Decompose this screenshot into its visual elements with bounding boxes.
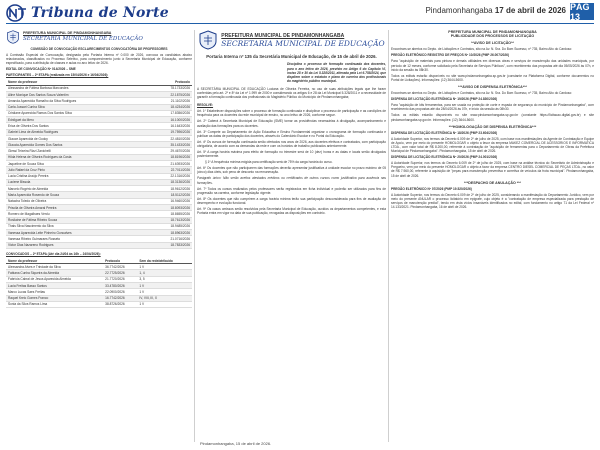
municipal-seal-icon <box>6 30 20 44</box>
paragraph: A Comissão Especial de Convocação, designada pela Portaria Interna nº 0.000 de 2026, convoca os candidatos abaixo relacionados, classificados no Processo Seletivo, para comparecimento junto à Secretaria Municipal de Educação, conforme especificado, para a atribuição de classes e aulas no ano letivo de 2026. <box>6 53 192 66</box>
table-cell: Raquel Kreic Gomes Franco <box>6 295 103 301</box>
table-cell: 22.7725/2026 <box>103 270 137 276</box>
column-convocacao <box>6 30 192 444</box>
table-header: Protocolo <box>103 258 137 264</box>
table-cell: 36.7742/2026 <box>103 264 137 270</box>
table-cell: 22.1316/2026 <box>146 173 192 179</box>
table-cell: 1 V <box>137 289 192 295</box>
article: Art. 1º Estabelecer disposições sobre o processo de formação continuada e disciplinar o processo de participação e as condições de frequência para os docentes da rede municipal de ensino, no ano letivo de 2026, conforme segue. <box>197 109 386 118</box>
header-divider <box>6 23 594 24</box>
table-cell: 29.4670/2026 <box>146 148 192 154</box>
table-cell: 1 V <box>137 283 192 289</box>
table-cell: 18.4234/2026 <box>146 104 192 110</box>
table-header: Nome do professor <box>6 258 103 264</box>
table-cell: Amanda Aparecida Ramalho da Silva Rodrigues <box>6 98 146 104</box>
table-cell: Sonia da Silva Ramos Lima <box>6 301 103 307</box>
paragraph: Encontram-se abertos no Depto. de Licitações e Contratos, sito na Av. N. Sra. Do Bom Sucesso, nº 735, Bairro Alto do Cardoso: <box>391 91 573 96</box>
table-cell: 18.9612/2026 <box>146 186 192 192</box>
table-cell: 22.0900/2026 <box>103 289 137 295</box>
portaria-title: Portaria Interna nº 135 da Secretária Municipal de Educação, de 15 de abril de 2026. <box>206 54 377 59</box>
subheading: PARTICIPANTES – 2ª ETAPA (realizada em 15/04/2026 e 16/04/2026): <box>6 73 109 78</box>
article: Art. 7º Todos os cursos realizados pelos professores serão registrados em ficha individual e poderão ser utilizados para fins de progressão na carreira, conforme legislação vigente. <box>197 186 386 195</box>
table-cell: 22.4810/2026 <box>146 135 192 141</box>
paragraph: Todos os editais estarão disponíveis no site www.pindamonhangaba.sp.gov.br (constante na Plataforma Digital, conforme documentos no Portal de Licitações). Informações: (12) 3644-5600. <box>391 73 594 82</box>
edital-title: EDITAL DE CONVOCAÇÃO Nº 014/2026 – SME <box>6 67 76 72</box>
dateline-city: Pindamonhangaba <box>425 6 493 15</box>
table-cell: 18.3136/2026 <box>146 179 192 185</box>
table-cell: 22.7011/2026 <box>146 167 192 173</box>
table-cell: Fabiana Cunha Siqueira da Almeida <box>6 270 103 276</box>
table-cell: Romero de Magalhaes Verdu <box>6 211 146 217</box>
article: Art. 2º Caberá à Secretaria Municipal de Educação (SME) tomar as providências necessárias à divulgação, acompanhamento e avaliação das formações para os docentes. <box>197 119 386 128</box>
table-cell: Glauce Aparecida de Godoy <box>6 135 146 141</box>
table-cell: Victor Dias Nazareno Rodrigues <box>6 242 146 248</box>
column-licitacoes <box>391 30 594 444</box>
table-cell: 19.7596/2026 <box>146 129 192 135</box>
notice-title: ***DESPACHO DE ANULAÇÃO *** <box>464 180 521 185</box>
table-cell: 18.5112/2026 <box>146 192 192 198</box>
seal-title: PREFEITURA MUNICIPAL DE PINDAMONHANGABA <box>23 31 112 36</box>
table-cell: 21.6393/2026 <box>146 161 192 167</box>
table-cell: Glaucia Aparecida Gomes Dos Santos <box>6 142 146 148</box>
table-cell: 16.1000/2026 <box>146 117 192 123</box>
article: Art. 8º Os docentes que não cumprirem a carga horária mínima terão sua participação desconsiderada para fins de avaliação de desempenho e evolução funcional. <box>197 196 386 205</box>
secretaria-seal <box>6 30 192 44</box>
newspaper-brand[interactable] <box>6 4 169 22</box>
dateline-date: 17 de abril de 2026 <box>494 6 566 15</box>
table-cell: Marco Lucas Saes Freitas <box>6 289 103 295</box>
table-cell: Rosilaine de Fátima Ribeiro Souza <box>6 217 146 223</box>
table-cell: 22.1875/2026 <box>146 91 192 97</box>
seal-title: PREFEITURA MUNICIPAL DE PINDAMONHANGABA <box>221 32 345 39</box>
table-cell: 1, 4 <box>137 270 192 276</box>
article: Art. 6º Os docentes que não participarem das formações deverão apresentar justificativa à unidade escolar no prazo máximo de 05 (cinco) dias úteis, sob pena de desconto na remuneração. <box>197 166 386 175</box>
table-cell: Carla Jussari Cunha Silva <box>6 104 146 110</box>
table-cell: 1 V <box>137 264 192 270</box>
table-cell: Fabrícia Cabral de Jesus Aparecida Almeida <box>6 276 103 282</box>
section-heading: PREFEITURA MUNICIPAL DE PINDAMONHANGABA <box>448 30 537 34</box>
paragraph-clause: Parágrafo único: Não serão aceitos atestados médicos ou certificados de outros cursos como justificativa para ausência nas formações. <box>197 176 386 185</box>
table-cell: Cristiane Aparecida Ramos Dos Santos Silva <box>6 110 146 116</box>
column-divider <box>194 30 195 442</box>
article: Art. 3º Compete ao Departamento de Ação Educativa e Ensino Fundamental organizar o cronograma de formação continuada e publicar as datas de participação dos docentes, através do Calendário Escolar e no Portal da Educação. <box>197 129 386 138</box>
table-header: Nome do professor <box>6 80 146 86</box>
table-cell: Julio Rafael da Cruz Pinto <box>6 167 146 173</box>
table-cell: 38.8726/2026 <box>103 301 137 307</box>
table-cell: 78.1733/2026 <box>146 85 192 91</box>
dateline <box>425 6 566 15</box>
notice-subtitle: PREGÃO ELETRÔNICO REGISTRO DE PREÇOS Nº 10/2026 (PMP 26.007/2026) <box>391 53 510 58</box>
table-cell: Jaqueline de Souza Silva <box>6 161 146 167</box>
table-cell: Marcelo Rogério de Almeida <box>6 186 146 192</box>
table-cell: 18.7833/2026 <box>146 242 192 248</box>
table-cell: 18.8963/2026 <box>146 230 192 236</box>
page-header <box>0 0 600 24</box>
table-cell: 16.7742/2026 <box>103 295 137 301</box>
table-cell: Alessandra de Fátima Barbosa Marcondes <box>6 85 146 91</box>
newspaper-name: Tribuna de Norte <box>31 5 169 21</box>
table-cell: Lucia Cristina Araújo Pereira <box>6 173 146 179</box>
table-cell: 16.1643/2026 <box>146 123 192 129</box>
table-cell: IV, VIII, III, X <box>137 295 192 301</box>
section-heading: PUBLICIDADE DOS PROCESSOS DE LICITAÇÃO <box>450 34 535 39</box>
table-header: Sem da rede/atribuído <box>137 258 192 264</box>
table-cell: Ednilguet da Mero <box>6 117 146 123</box>
section-heading: COMISSÃO DE CONVOCAÇÃO ESCLARECIMENTOS CONVOCATÓRIA DE PROFESSORES <box>30 47 168 51</box>
paragraph: A SECRETÁRIA MUNICIPAL DE EDUCAÇÃO Luciana de Oliveira Ferreira, no uso de suas atribuições legais que lhe foram conferidas pelo art. 2º e 8º da Lei nº 1.999 de 2000 e considerando os artigos 6 e 28 da Lei Municipal 5.328/2011 e a necessidade de garantir a formação continuada dos profissionais do Magistério Público do Município de Pindamonhangaba; <box>197 86 386 100</box>
table-cell: Glessi Teixeira Rizzi Zanichelli <box>6 148 146 154</box>
table-cell: 16.9460/2026 <box>146 198 192 204</box>
table-cell: Erica de Oliveira Dos Santos <box>6 123 146 129</box>
notice-subtitle: DISPENSA DE LICITAÇÃO ELETRÔNICA Nº 18/2026 (PMP 23.604/2026) <box>391 130 498 135</box>
table-cell: 18.9485/2026 <box>146 223 192 229</box>
table-cell: 3, 5 <box>137 276 192 282</box>
table-cell: Maria Aparecida Rosendo de Souza <box>6 192 146 198</box>
notice-title: ***AVISO DE DISPENSA ELETRÔNICA*** <box>458 84 527 89</box>
subheading: CONVOCADOS – 2ª ETAPA (Até dia 24/04 às 16h – 24/04/2026): <box>6 251 101 256</box>
secretaria-seal <box>197 30 386 50</box>
table-cell: Vanessa Aparecida Leite Pinheiro Goncalves <box>6 230 146 236</box>
table-cell: Alexsandra Alves e Trindade da Silva <box>6 264 103 270</box>
notice-subtitle: DISPENSA DE LICITAÇÃO ELETRÔNICA Nº 19/2026 (PMP 24.830/2026) <box>391 97 498 102</box>
article: Art. 4º Os cursos de formação continuada serão ofertados nos anos de 2026, aos docentes efetivos e contratados, com participação obrigatória, de acordo com as demandas da rede e com os horários de trabalho publicados anteriormente. <box>197 139 386 148</box>
column-divider <box>388 30 389 442</box>
table-cell: 18.7613/2026 <box>146 217 192 223</box>
notice-subtitle: DISPENSA DE LICITAÇÃO ELETRÔNICA Nº 20/2026 (PMP 24.001/2026) <box>391 155 498 160</box>
municipal-seal-icon <box>198 30 218 50</box>
table-cell: 21.7720/2026 <box>103 276 137 282</box>
convocados-table <box>6 258 192 308</box>
resolve-heading: RESOLVE: <box>197 103 214 108</box>
paragraph: Para "aquisição de materiais para pintura e demais utilidades em diversas obras e serviços de manutenção das unidades municipais, por período de 12 meses, conforme solicitado pela Secretaria de Serviços Públicos", com recebimento das propostas até dia 05/05/2026 às 07h, e início da sessão às 08h30. <box>391 59 594 72</box>
table-cell: Luciene Bissola <box>6 179 146 185</box>
portaria-ementa: Disciplina o processo de formação continuada dos docentes, para o ano letivo de 2026, previsto no Artigo 6 do Capítulo VI, inciso 28 e 30 da Lei 5.328/2011, alterada pela Lei 6.758/2024, que dispõem sobre o estatuto e plano de carreira dos profissionais do magistério público municipal. <box>287 62 386 83</box>
participants-table <box>6 80 192 249</box>
seal-subtitle: SECRETARIA MUNICIPAL DE EDUCAÇÃO <box>221 38 385 48</box>
table-row <box>6 301 192 307</box>
paragraph: Encontram-se abertos no Depto. de Licitações e Contratos, sito na Av. N. Sra. Do Bom Sucesso, nº 735, Bairro Alto do Cardoso: <box>391 47 573 52</box>
table-cell: Aline Monique Dos Santos Souza Valentim <box>6 91 146 97</box>
page-number-badge: PÁG 13 <box>570 3 594 20</box>
notice-title: **AVISO DE LICITAÇÃO** <box>471 41 514 46</box>
seal-subtitle: SECRETARIA MUNICIPAL DE EDUCAÇÃO <box>23 35 143 42</box>
table-cell: 1 V <box>137 301 192 307</box>
paragraph: A Autoridade Superior, nos termos do Decreto 6.009 de 2º de julho de 2025, considerando a manifestação do Departamento Jurídico, vem por meio do presente ANULAR o processo licitatório em epígrafe, cujo objeto é a "contratação de empresa especializada para prestação de serviços de manutenção predial", tendo em vista vícios insanáveis identificados no edital, com fundamento no artigo 71 da Lei Federal nº 14.133/2021. Pindamonhangaba, 16 de abril de 2026. <box>391 192 594 210</box>
column-portaria <box>197 30 386 444</box>
article: Art. 5º A carga horária máxima para efeito de formação no trimestre será de 10 (dez) horas e as datas e locais serão divulgados posteriormente. <box>197 150 386 159</box>
table-cell: 18.8655/2026 <box>146 211 192 217</box>
table-row <box>6 242 192 248</box>
table-cell: 35.1433/2026 <box>146 142 192 148</box>
table-cell: Thais Silva Nascimento da Silva <box>6 223 146 229</box>
table-cell: Lucia Freitas Basso Santos <box>6 283 103 289</box>
table-cell: Natacha Toledo de Oliveira <box>6 198 146 204</box>
paragraph-clause: § 1º A frequência mínima exigida para certificação será de 75% da carga horária do curso. <box>205 160 333 165</box>
table-cell: 33.4780/2026 <box>103 283 137 289</box>
table-header: Protocolo <box>146 80 192 86</box>
table-cell: 21.0716/2026 <box>146 236 192 242</box>
table-cell: Gabriel Lima de Almeida Rodrigues <box>6 129 146 135</box>
paragraph: Todos os editais estarão disponíveis no site www.pindamonhangaba.sp.gov.br (constante https://licitacao.digital.gov.br) e site pindamonhangaba.sp.gov.br. Informações: (12) 3644-5600. <box>391 113 594 122</box>
table-cell: Vanessa Ribeiro Guimaraes Rosseto <box>6 236 146 242</box>
table-cell: 17.8356/2026 <box>146 110 192 116</box>
table-cell: Hilda Helena de Oliveira Rodrigues da Costa <box>6 154 146 160</box>
table-cell: 18.8093/2026 <box>146 205 192 211</box>
newspaper-logo-icon <box>6 4 28 22</box>
table-cell: 18.8196/2026 <box>146 154 192 160</box>
article: Art. 9º Os casos omissos serão resolvidos pela Secretaria Municipal de Educação, ouvidos os departamentos competentes, e esta Portaria entra em vigor na data de sua publicação, revogadas as disposições em contrário. <box>197 207 386 216</box>
table-cell: Priscila de Oliveira Amaral Pereira <box>6 205 146 211</box>
paragraph: Para "aquisição de kits ferramentas, para ser usada na proteção de corte e espada de segurança do município de Pindamonhangaba", com recebimento das propostas até dia 28/04/2026 às 07h, e início da sessão às 08h30. <box>391 103 594 112</box>
paragraph: A Autoridade Superior, nos termos da Decreto 6.009 de 2º de julho de 2025, com base nos manifestações da Agente de Contratação e Equipe de Apoio, vem por meio do presente HOMOLOGAR o objeto a favor da empresa MAKEZ COMERCIAL DE ACESSORIOS E INFORMATICA LTDA., com valor total de R$ 8.200,00, referente à contratação de "aquisição de ferramentas para o Departamento de Obras da Prefeitura Municipal de Pindamonhangaba". Pindamonhangaba, 15 de abril de 2026. <box>391 136 594 154</box>
notice-title: ***HOMOLOGAÇÃO DE DISPENSA ELETRÔNICA*** <box>448 124 537 129</box>
table-cell: 21.1102/2026 <box>146 98 192 104</box>
paragraph: A Autoridade Superior, nos termos do Decreto 6.009 de 2º de julho de 2025, com base na análise técnica do Secretário de Administração e Pregoeiro, vem por meio do presente HOMOLOGAR o objeto a favor da empresa CENTRO DIESEL COMERCIAL DE PEÇAS LTDA., no valor de R$ 7.960,00, referente à aquisição de "peças para manutenção preventiva e corretiva de veículos da frota municipal". Pindamonhangaba, 15 de abril de 2026. <box>391 161 594 178</box>
notice-subtitle: PREGÃO ELETRÔNICO Nº 07/2026 (PMP 19.520/2026) <box>391 186 472 191</box>
page-footer: Pindamonhangaba, 15 de abril de 2026. <box>200 441 272 446</box>
